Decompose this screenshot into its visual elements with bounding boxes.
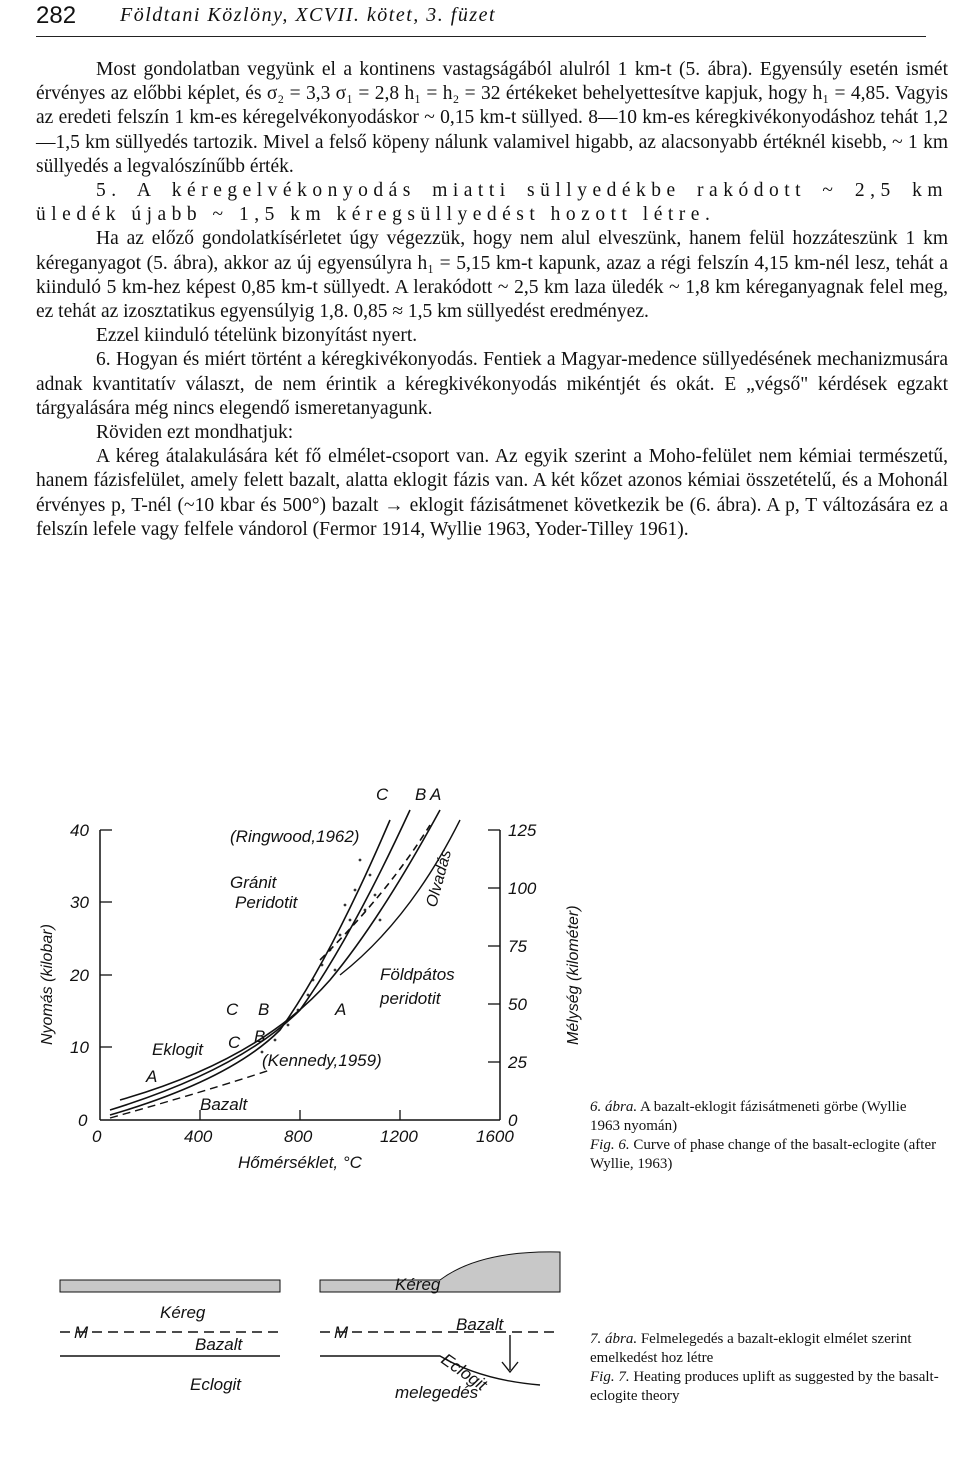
paragraph-7: A kéreg átalakulására két fő elmélet-csoport van. Az egyik szerint a Moho-felület nem kémiai természetű, hanem fázisfelület, amely felett bazalt, alatta eklogit fázis van. A két kőzet azonos kémiai összetételű, és a Mohonál érvényes p, T-nél (~10 kbar és 500°) bazalt → eklogit fázisátmenet következik be (6. ábra). A p, T változására ez a felszín lefele vagy felfele vándorol (Fermor 1914, Wyllie 1963, Yoder-Tilley 1961). [36,446,948,540]
label-C-top: C [376,785,389,804]
x-tick-1600: 1600 [476,1127,514,1146]
paragraph-1: Most gondolatban vegyünk el a kontinens vastagságából alulról 1 km-t (5. ábra). Egyensúly esetén ismét érvényes az előbbi képlet, és σ₂ = 3,3 σ₁ = 2,8 h₁ = h₂ = 32 értékeket behelyettesítve kapjuk, hogy h₁ = 4,85. Vagyis az eredeti felszín 1 km-es kéregelvékonyodáskor ~ 0,15 km-t süllyed. 8—10 km-es kéregkivékonyodáshoz tehát 1,2—1,5 km süllyedés tartozik. Mivel a felső köpeny nálunk valamivel higabb, az alacsonyabb értéknél kisebb, ~ 1 km süllyedés a legvalószínűbb érték. [36,59,948,177]
fig7-kereg-left: Kéreg [160,1303,206,1322]
fig7-bazalt-right: Bazalt [456,1315,504,1334]
fig7-bazalt-left: Bazalt [195,1335,243,1354]
fig7-eclogit-left: Eclogit [190,1375,242,1394]
journal-title: Földtani Közlöny, XCVII. kötet, 3. füzet [120,4,497,26]
fig7-melegedes: melegedés [395,1383,479,1402]
label-C-mid: C [226,1000,239,1019]
fig6-en-number: Fig. 6. [590,1137,630,1153]
x-tick-1200: 1200 [380,1127,418,1146]
body-text [36,58,948,542]
y-tick-30: 30 [70,893,89,912]
label-bazalt: Bazalt [200,1095,248,1114]
label-eklogit: Eklogit [152,1040,204,1059]
y-tick-0: 0 [78,1111,88,1130]
fig6-hu-number: 6. ábra. [590,1099,638,1115]
paragraph-3: Ha az előző gondolatkísérletet úgy végezzük, hogy nem alul elveszünk, hanem felül hozzáteszünk 1 km kéreganyagot (5. ábra), akkor az új egyensúlyra h₁ = 5,15 km-t kapunk, azaz a régi felszín 4,15 km-nél lesz, tehát a kiinduló 5 km-hez képest 0,85 km-t süllyedt. A lerakódott ~ 2,5 km laza üledék ~ 1,8 km kéreganyagnak felel meg, ez tehát az izosztatikus egyensúlyig 1,8. 0,85 ≈ 1,5 km süllyedést eredményez. [36,228,948,323]
x-tick-800: 800 [284,1127,313,1146]
paragraph-6: Röviden ezt mondhatjuk: [96,422,294,444]
label-ringwood: (Ringwood,1962) [230,827,360,846]
label-olvadas: Olvadás [423,847,456,910]
fig7-en-number: Fig. 7. [590,1369,630,1385]
fig7-en-text: Heating produces uplift as suggested by the basalt-eclogite theory [590,1369,939,1404]
label-B-low: B [254,1027,266,1046]
fig7-kereg-right: Kéreg [395,1275,441,1294]
paragraph-2: 5. A kéregelvékonyodás miatti süllyedékbe rakódott ~ 2,5 km üledék újabb ~ 1,5 km kéregsüllyedést hozott létre. [36,180,948,226]
fig7-hu-text: Felmelegedés a bazalt-eklogit elmélet szerint emelkedést hoz létre [590,1331,912,1366]
y2-tick-25: 25 [508,1053,527,1072]
label-granit: Gránit [230,873,277,892]
x-axis-label: Hőmérséklet, °C [238,1153,362,1172]
paragraph-5: 6. Hogyan és miért történt a kéregkivékonyodás. Fentiek a Magyar-medence süllyedésének mechanizmusára adnak kvantitatív választ, de nem érintik a kéregkivékonyodás mikéntjét és okát. E „végső" kérdések egzakt tárgyalására még nincs elegendő ismeretanyagunk. [36,349,948,419]
label-peridotit: Peridotit [235,893,298,912]
figure-6-diagram [30,780,590,1180]
label-foldpatos: Földpátos [380,965,455,984]
y-tick-10: 10 [70,1038,89,1057]
figure-7-caption [590,1330,940,1406]
x-tick-400: 400 [184,1127,213,1146]
page-number: 282 [36,2,77,29]
label-C-low: C [228,1033,241,1052]
label-A-mid: A [335,1000,347,1019]
figure-6-caption [590,1098,940,1174]
figure-7-diagram [40,1240,570,1420]
fig6-en-text: Curve of phase change of the basalt-eclogite (after Wyllie, 1963) [590,1137,937,1172]
paragraph-4: Ezzel kiinduló tételünk bizonyítást nyert. [96,325,418,347]
y2-axis-label: Mélység (kilométer) [565,905,582,1045]
page-header [36,2,926,37]
label-peridotit2: peridotit [380,989,441,1008]
fig6-hu-text: A bazalt-eklogit fázisátmeneti görbe (Wyllie 1963 nyomán) [590,1099,907,1134]
y-axis-label: Nyomás (kilobar) [39,924,56,1045]
y2-tick-125: 125 [508,821,537,840]
y2-tick-0: 0 [508,1111,518,1130]
label-A-top: A [430,785,442,804]
y-tick-40: 40 [70,821,89,840]
y2-tick-50: 50 [508,995,527,1014]
label-kennedy: (Kennedy,1959) [262,1051,382,1070]
x-tick-0: 0 [92,1127,102,1146]
fig7-hu-number: 7. ábra. [590,1331,638,1347]
y2-tick-75: 75 [508,937,527,956]
label-B-top: B [415,785,427,804]
y-tick-20: 20 [70,966,89,985]
label-A-low: A [146,1067,158,1086]
label-B-mid: B [258,1000,270,1019]
fig7-eclogit-right: Eclogit [437,1349,491,1395]
y2-tick-100: 100 [508,879,537,898]
fig7-m-left: M [74,1323,89,1342]
fig7-m-right: M [334,1323,349,1342]
